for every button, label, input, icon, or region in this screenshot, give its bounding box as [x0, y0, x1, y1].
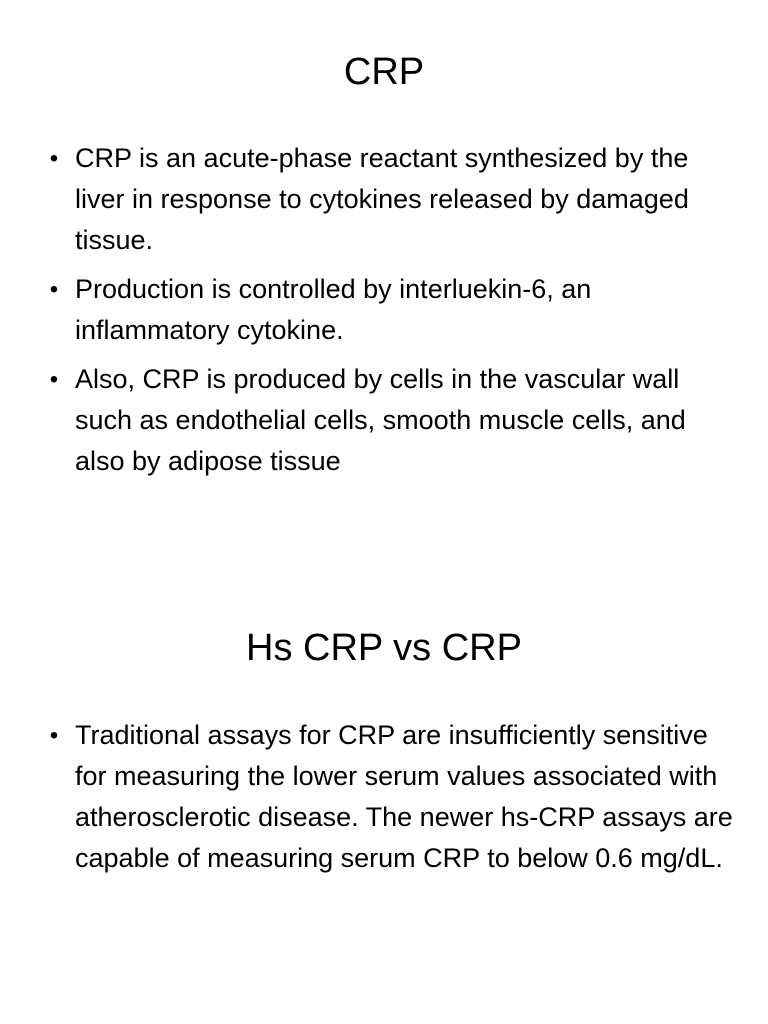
bullet-icon: • [49, 276, 59, 303]
bullet-item [44, 138, 734, 261]
bullet-list [44, 138, 734, 490]
bullet-icon: • [49, 366, 59, 393]
bullet-icon: • [49, 722, 59, 749]
bullet-text: CRP is an acute-phase reactant synthesized by the liver in response to cytokines released by damaged tissue. [75, 143, 689, 255]
bullet-list [44, 715, 734, 887]
bullet-text: Production is controlled by interluekin-6, an inflammatory cytokine. [75, 274, 592, 345]
bullet-item [44, 269, 734, 351]
slide-title: CRP [343, 51, 425, 93]
bullet-item [44, 715, 734, 879]
bullet-text: Also, CRP is produced by cells in the vascular wall such as endothelial cells, smooth muscle cells, and also by adipose tissue [75, 364, 686, 476]
slide-hs-crp-vs-crp [0, 600, 768, 1024]
bullet-icon: • [49, 145, 59, 172]
bullet-item [44, 359, 734, 482]
slide-title: Hs CRP vs CRP [246, 627, 522, 669]
bullet-text: Traditional assays for CRP are insufficiently sensitive for measuring the lower serum values associated with atherosclerotic disease. The newer hs-CRP assays are capable of measuring serum CRP to below 0.6 mg/dL. [75, 720, 733, 873]
